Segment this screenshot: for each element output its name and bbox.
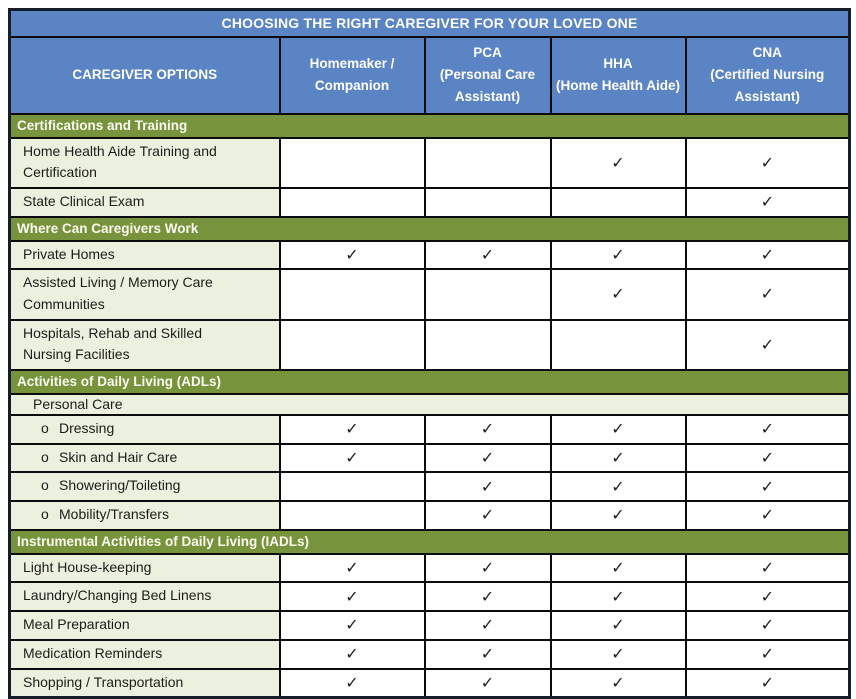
check-cell-checked: [686, 611, 850, 640]
checkmark-icon: ✓: [760, 615, 774, 635]
check-cell-checked: [551, 241, 686, 270]
table-row: [10, 640, 850, 669]
check-cell-checked: [551, 582, 686, 611]
checkmark-icon: ✓: [760, 586, 774, 606]
row-label-cell: Shopping / Transportation: [10, 669, 280, 698]
check-cell-empty: [280, 269, 425, 319]
checkmark-icon: ✓: [345, 558, 359, 578]
checkmark-icon: ✓: [760, 644, 774, 664]
checkmark-icon: ✓: [345, 586, 359, 606]
check-cell-checked: [551, 611, 686, 640]
check-cell-checked: [280, 444, 425, 473]
checkmark-icon: ✓: [480, 448, 495, 468]
checkmark-icon: ✓: [345, 244, 359, 264]
column-header-cna: [686, 37, 850, 114]
row-label-cell: Medication Reminders: [10, 640, 280, 669]
table-row: [10, 611, 850, 640]
bullet-marker: o: [41, 477, 49, 494]
bullet-marker: o: [41, 506, 49, 523]
checkmark-icon: ✓: [760, 419, 774, 439]
table-row: [10, 444, 850, 473]
check-cell-checked: [551, 269, 686, 319]
checkmark-icon: ✓: [480, 644, 495, 664]
check-cell-checked: [425, 582, 551, 611]
checkmark-icon: ✓: [760, 192, 774, 212]
checkmark-icon: ✓: [480, 586, 495, 606]
checkmark-icon: ✓: [611, 476, 625, 496]
column-header-full: Companion: [314, 78, 390, 93]
column-header-pca: [425, 37, 551, 114]
table-row: [10, 554, 850, 583]
check-cell-checked: [425, 640, 551, 669]
checkmark-icon: ✓: [760, 152, 774, 172]
section-heading: Where Can Caregivers Work: [10, 217, 850, 241]
checkmark-icon: ✓: [611, 244, 625, 264]
check-cell-checked: [686, 138, 850, 188]
checkmark-icon: ✓: [345, 672, 359, 692]
checkmark-icon: ✓: [760, 284, 774, 304]
check-cell-checked: [551, 472, 686, 501]
row-label-cell: Light House-keeping: [10, 554, 280, 583]
checkmark-icon: ✓: [611, 586, 625, 606]
table-row: [10, 320, 850, 370]
row-label-text: Skin and Hair Care: [59, 448, 178, 465]
check-cell-empty: [280, 188, 425, 217]
checkmark-icon: ✓: [480, 419, 495, 439]
check-cell-checked: [686, 472, 850, 501]
check-cell-checked: [686, 188, 850, 217]
section-heading-row: [10, 114, 850, 138]
row-label-cell: [10, 501, 280, 530]
column-header-abbr: Homemaker /: [309, 55, 395, 71]
checkmark-icon: ✓: [760, 505, 774, 525]
column-header-row: [10, 37, 850, 114]
table-row: [10, 241, 850, 270]
table-row: [10, 582, 850, 611]
row-label-text: Dressing: [59, 420, 115, 436]
checkmark-icon: ✓: [345, 644, 359, 664]
bullet-marker: o: [41, 420, 49, 436]
check-cell-checked: [280, 241, 425, 270]
checkmark-icon: ✓: [611, 644, 625, 664]
check-cell-checked: [686, 241, 850, 270]
section-heading-row: [10, 217, 850, 241]
checkmark-icon: ✓: [611, 284, 625, 304]
check-cell-checked: [551, 444, 686, 473]
table-row: [10, 138, 850, 188]
check-cell-checked: [425, 472, 551, 501]
check-cell-checked: [425, 501, 551, 530]
checkmark-icon: ✓: [345, 419, 359, 439]
column-header-abbr: PCA: [473, 44, 502, 60]
check-cell-checked: [686, 640, 850, 669]
check-cell-checked: [686, 269, 850, 319]
row-label-cell: Home Health Aide Training and Certification: [10, 138, 280, 188]
check-cell-checked: [551, 640, 686, 669]
checkmark-icon: ✓: [480, 615, 495, 635]
checkmark-icon: ✓: [760, 448, 774, 468]
checkmark-icon: ✓: [480, 244, 495, 264]
check-cell-checked: [686, 554, 850, 583]
check-cell-checked: [280, 554, 425, 583]
checkmark-icon: ✓: [611, 419, 625, 439]
row-label-cell: State Clinical Exam: [10, 188, 280, 217]
check-cell-checked: [686, 669, 850, 698]
check-cell-checked: [280, 582, 425, 611]
check-cell-checked: [686, 582, 850, 611]
check-cell-empty: [425, 138, 551, 188]
check-cell-checked: [551, 554, 686, 583]
check-cell-checked: [280, 415, 425, 444]
checkmark-icon: ✓: [345, 448, 359, 468]
table-row: [10, 501, 850, 530]
check-cell-checked: [280, 640, 425, 669]
row-label-cell: Private Homes: [10, 241, 280, 270]
checkmark-icon: ✓: [611, 615, 625, 635]
check-cell-checked: [686, 444, 850, 473]
section-heading-row: [10, 530, 850, 554]
row-label-text: Showering/Toileting: [59, 477, 181, 494]
checkmark-icon: ✓: [611, 505, 625, 525]
checkmark-icon: ✓: [345, 615, 359, 635]
row-label-cell: Assisted Living / Memory Care Communities: [10, 269, 280, 319]
check-cell-checked: [425, 611, 551, 640]
checkmark-icon: ✓: [480, 505, 495, 525]
check-cell-checked: [551, 669, 686, 698]
column-header-full: (Home Health Aide): [555, 78, 680, 93]
checkmark-icon: ✓: [760, 558, 774, 578]
section-heading: Certifications and Training: [10, 114, 850, 138]
section-heading: Activities of Daily Living (ADLs): [10, 370, 850, 394]
column-header-full: (Certified Nursing Assistant): [710, 66, 825, 105]
checkmark-icon: ✓: [480, 672, 495, 692]
checkmark-icon: ✓: [611, 152, 625, 172]
check-cell-checked: [551, 501, 686, 530]
table-title-row: [10, 10, 850, 37]
row-label-cell: [10, 415, 280, 444]
check-cell-empty: [280, 472, 425, 501]
check-cell-empty: [425, 320, 551, 370]
check-cell-checked: [425, 444, 551, 473]
checkmark-icon: ✓: [760, 476, 774, 496]
check-cell-checked: [686, 320, 850, 370]
checkmark-icon: ✓: [611, 558, 625, 578]
column-header-full: (Personal Care Assistant): [439, 66, 536, 105]
checkmark-icon: ✓: [480, 476, 495, 496]
table-row: [10, 269, 850, 319]
row-label-cell: Laundry/Changing Bed Linens: [10, 582, 280, 611]
section-heading: Instrumental Activities of Daily Living (IADLs): [10, 530, 850, 554]
column-header-abbr: HHA: [603, 55, 633, 71]
check-cell-empty: [280, 320, 425, 370]
checkmark-icon: ✓: [611, 448, 625, 468]
table-title: CHOOSING THE RIGHT CAREGIVER FOR YOUR LOVED ONE: [10, 10, 850, 37]
column-header-hha: [551, 37, 686, 114]
check-cell-checked: [425, 554, 551, 583]
check-cell-checked: [425, 241, 551, 270]
check-cell-checked: [280, 669, 425, 698]
checkmark-icon: ✓: [760, 672, 774, 692]
check-cell-checked: [280, 611, 425, 640]
row-label-cell: Hospitals, Rehab and Skilled Nursing Facilities: [10, 320, 280, 370]
row-label-cell: [10, 444, 280, 473]
column-header-abbr: CNA: [752, 44, 782, 60]
check-cell-checked: [551, 138, 686, 188]
column-header-caregiver-options: CAREGIVER OPTIONS: [10, 37, 280, 114]
check-cell-empty: [425, 269, 551, 319]
check-cell-empty: [425, 188, 551, 217]
check-cell-empty: [551, 320, 686, 370]
checkmark-icon: ✓: [760, 334, 774, 354]
check-cell-empty: [280, 501, 425, 530]
table-row: [10, 188, 850, 217]
checkmark-icon: ✓: [611, 672, 625, 692]
table-row: [10, 669, 850, 698]
table-row: [10, 415, 850, 444]
check-cell-checked: [686, 501, 850, 530]
bullet-marker: o: [41, 448, 49, 465]
check-cell-checked: [425, 669, 551, 698]
check-cell-empty: [551, 188, 686, 217]
check-cell-checked: [551, 415, 686, 444]
checkmark-icon: ✓: [760, 244, 774, 264]
sub-section-row: [10, 394, 850, 415]
check-cell-checked: [425, 415, 551, 444]
row-label-cell: [10, 472, 280, 501]
check-cell-empty: [280, 138, 425, 188]
column-header-homemaker-companion: [280, 37, 425, 114]
checkmark-icon: ✓: [480, 558, 495, 578]
sub-section-label: Personal Care: [10, 394, 850, 415]
section-heading-row: [10, 370, 850, 394]
check-cell-checked: [686, 415, 850, 444]
table-row: [10, 472, 850, 501]
caregiver-comparison-table: [8, 8, 851, 699]
row-label-cell: Meal Preparation: [10, 611, 280, 640]
row-label-text: Mobility/Transfers: [59, 506, 169, 523]
